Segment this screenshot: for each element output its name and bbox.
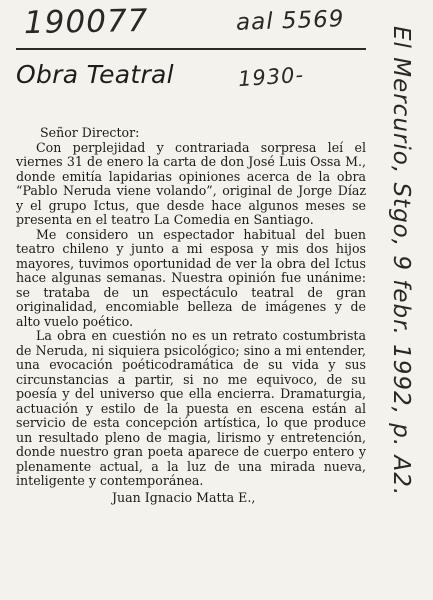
handwritten-clipping-id: 190077 — [23, 2, 149, 42]
top-rule — [16, 48, 366, 50]
handwritten-year: 1930- — [237, 62, 305, 92]
paragraph-2: Me considero un espectador habitual del buen teatro chileno y junto a mi esposa y mis dos hijos mayores, tuvimos oportunidad de ver la obra del Ictus hace algunas semanas. Nuestra opinión fue unánime: se trataba de un espectáculo teatral de gran originalidad, encomiable belleza de imágenes y de alto vuelo poético. — [16, 226, 366, 329]
title-spacing — [16, 89, 366, 126]
paragraph-1: Con perplejidad y contrariada sorpresa leí el viernes 31 de enero la carta de don José Luis Ossa M., donde emitía lapidarias opiniones acerca de la obra “Pablo Neruda viene volando”, original de Jorge Díaz y el grupo Ictus, que desde hace algunos meses se presenta en el teatro La Comedia en Santiago. — [16, 139, 366, 227]
handwritten-source-note: El Mercurio, Stgo, 9 febr. 1992, p. A2. — [388, 26, 414, 497]
handwritten-reference: aal 5569 — [235, 6, 345, 36]
article-title: Obra Teatral — [16, 60, 174, 89]
newspaper-article — [16, 52, 366, 592]
salutation: Señor Director: — [40, 125, 140, 140]
paragraph-3: La obra en cuestión no es un retrato costumbrista de Neruda, ni siquiera psicológico; sino a mi entender, una evocación poéticodramática de su vida y sus circunstancias a partir, si no me equivoco, de su poesía y del universo que ella encierra. Dramaturgia, actuación y estilo de la puesta en escena están al servicio de esta concepción artística, lo que produce un resultado pleno de magia, lirismo y entretención, donde nuestro gran poeta aparece de cuerpo entero y plenamente actual, a la luz de una mirada nueva, inteligente y contemporánea. — [16, 328, 366, 488]
signature: Juan Ignacio Matta E., — [112, 489, 256, 505]
